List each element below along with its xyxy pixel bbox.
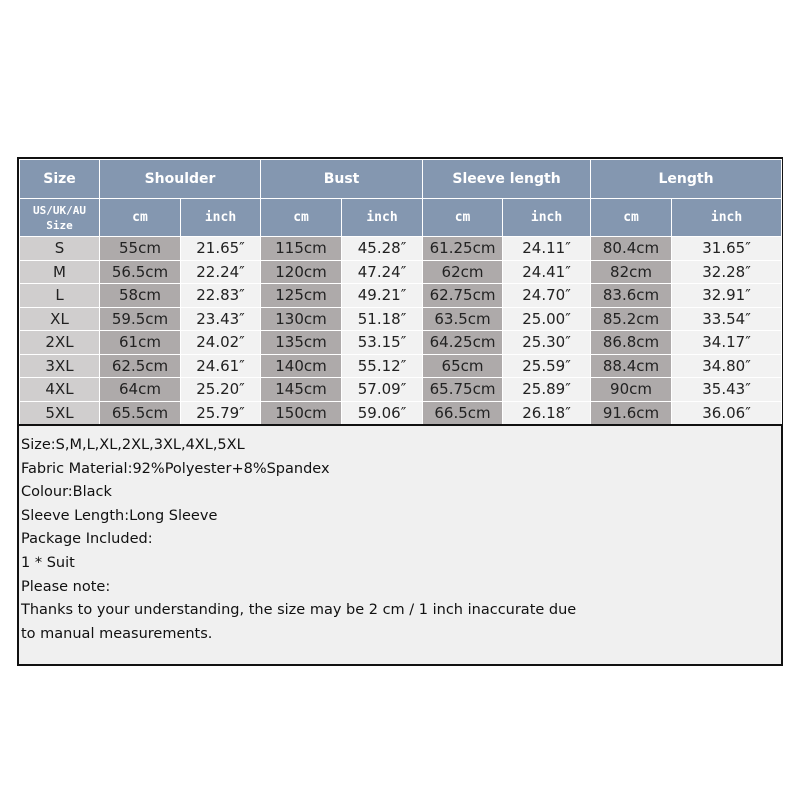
cm-cell: 150cm xyxy=(261,401,342,425)
cm-cell: 88.4cm xyxy=(591,354,672,378)
inch-cell: 24.41″ xyxy=(503,260,591,284)
inch-cell: 36.06″ xyxy=(672,401,782,425)
size-header: Size xyxy=(20,160,100,199)
size-cell: 3XL xyxy=(20,354,100,378)
cm-cell: 120cm xyxy=(261,260,342,284)
size-cell: XL xyxy=(20,307,100,331)
inch-cell: 59.06″ xyxy=(342,401,423,425)
cm-cell: 56.5cm xyxy=(100,260,181,284)
size-table xyxy=(19,159,782,426)
cm-cell: 65.75cm xyxy=(423,378,503,402)
inch-cell: 24.70″ xyxy=(503,284,591,308)
cm-cell: 62.75cm xyxy=(423,284,503,308)
inch-cell: 25.30″ xyxy=(503,331,591,355)
note-line: to manual measurements. xyxy=(21,625,213,642)
table-row xyxy=(20,307,782,331)
cm-cell: 140cm xyxy=(261,354,342,378)
table-row xyxy=(20,354,782,378)
cm-cell: 64.25cm xyxy=(423,331,503,355)
shoulder-header: Shoulder xyxy=(100,160,261,199)
table-row xyxy=(20,237,782,261)
inch-cell: 33.54″ xyxy=(672,307,782,331)
size-cell: L xyxy=(20,284,100,308)
size-cell: 2XL xyxy=(20,331,100,355)
note-line: Please note: xyxy=(21,578,111,595)
inch-cell: 49.21″ xyxy=(342,284,423,308)
table-row xyxy=(20,401,782,425)
unit-cm: cm xyxy=(423,199,503,237)
unit-cm: cm xyxy=(100,199,181,237)
inch-cell: 34.17″ xyxy=(672,331,782,355)
inch-cell: 32.28″ xyxy=(672,260,782,284)
table-row xyxy=(20,378,782,402)
cm-cell: 65.5cm xyxy=(100,401,181,425)
cm-cell: 61.25cm xyxy=(423,237,503,261)
note-line: Fabric Material:92%Polyester+8%Spandex xyxy=(21,460,330,477)
size-cell: 5XL xyxy=(20,401,100,425)
inch-cell: 31.65″ xyxy=(672,237,782,261)
inch-cell: 57.09″ xyxy=(342,378,423,402)
inch-cell: 25.89″ xyxy=(503,378,591,402)
inch-cell: 32.91″ xyxy=(672,284,782,308)
cm-cell: 64cm xyxy=(100,378,181,402)
unit-cm: cm xyxy=(261,199,342,237)
cm-cell: 62.5cm xyxy=(100,354,181,378)
inch-cell: 25.79″ xyxy=(181,401,261,425)
cm-cell: 90cm xyxy=(591,378,672,402)
inch-cell: 22.83″ xyxy=(181,284,261,308)
inch-cell: 47.24″ xyxy=(342,260,423,284)
unit-inch: inch xyxy=(503,199,591,237)
table-row xyxy=(20,260,782,284)
cm-cell: 66.5cm xyxy=(423,401,503,425)
cm-cell: 59.5cm xyxy=(100,307,181,331)
inch-cell: 25.20″ xyxy=(181,378,261,402)
size-chart xyxy=(17,157,783,666)
cm-cell: 65cm xyxy=(423,354,503,378)
unit-cm: cm xyxy=(591,199,672,237)
inch-cell: 21.65″ xyxy=(181,237,261,261)
inch-cell: 45.28″ xyxy=(342,237,423,261)
size-cell: M xyxy=(20,260,100,284)
inch-cell: 22.24″ xyxy=(181,260,261,284)
cm-cell: 125cm xyxy=(261,284,342,308)
note-line: Thanks to your understanding, the size may be 2 cm / 1 inch inaccurate due xyxy=(21,602,577,619)
cm-cell: 145cm xyxy=(261,378,342,402)
cm-cell: 83.6cm xyxy=(591,284,672,308)
inch-cell: 35.43″ xyxy=(672,378,782,402)
cm-cell: 85.2cm xyxy=(591,307,672,331)
cm-cell: 130cm xyxy=(261,307,342,331)
cm-cell: 86.8cm xyxy=(591,331,672,355)
length-header: Length xyxy=(591,160,782,199)
inch-cell: 23.43″ xyxy=(181,307,261,331)
cm-cell: 55cm xyxy=(100,237,181,261)
unit-inch: inch xyxy=(342,199,423,237)
size-cell: 4XL xyxy=(20,378,100,402)
inch-cell: 53.15″ xyxy=(342,331,423,355)
size-subheader: US/UK/AU Size xyxy=(20,199,100,237)
cm-cell: 61cm xyxy=(100,331,181,355)
cm-cell: 135cm xyxy=(261,331,342,355)
note-line: Package Included: xyxy=(21,531,153,548)
inch-cell: 24.61″ xyxy=(181,354,261,378)
cm-cell: 63.5cm xyxy=(423,307,503,331)
inch-cell: 24.02″ xyxy=(181,331,261,355)
product-notes xyxy=(19,426,781,654)
bust-header: Bust xyxy=(261,160,423,199)
table-row xyxy=(20,331,782,355)
note-line: Size:S,M,L,XL,2XL,3XL,4XL,5XL xyxy=(21,437,245,453)
inch-cell: 51.18″ xyxy=(342,307,423,331)
cm-cell: 91.6cm xyxy=(591,401,672,425)
cm-cell: 115cm xyxy=(261,237,342,261)
inch-cell: 25.59″ xyxy=(503,354,591,378)
inch-cell: 25.00″ xyxy=(503,307,591,331)
note-line: Sleeve Length:Long Sleeve xyxy=(21,507,218,524)
cm-cell: 82cm xyxy=(591,260,672,284)
table-row xyxy=(20,284,782,308)
size-cell: S xyxy=(20,237,100,261)
cm-cell: 62cm xyxy=(423,260,503,284)
cm-cell: 80.4cm xyxy=(591,237,672,261)
note-line: Colour:Black xyxy=(21,484,112,501)
cm-cell: 58cm xyxy=(100,284,181,308)
inch-cell: 24.11″ xyxy=(503,237,591,261)
note-line: 1 * Suit xyxy=(21,554,75,571)
unit-inch: inch xyxy=(181,199,261,237)
inch-cell: 55.12″ xyxy=(342,354,423,378)
sleeve-length-header: Sleeve length xyxy=(423,160,591,199)
unit-inch: inch xyxy=(672,199,782,237)
inch-cell: 34.80″ xyxy=(672,354,782,378)
inch-cell: 26.18″ xyxy=(503,401,591,425)
